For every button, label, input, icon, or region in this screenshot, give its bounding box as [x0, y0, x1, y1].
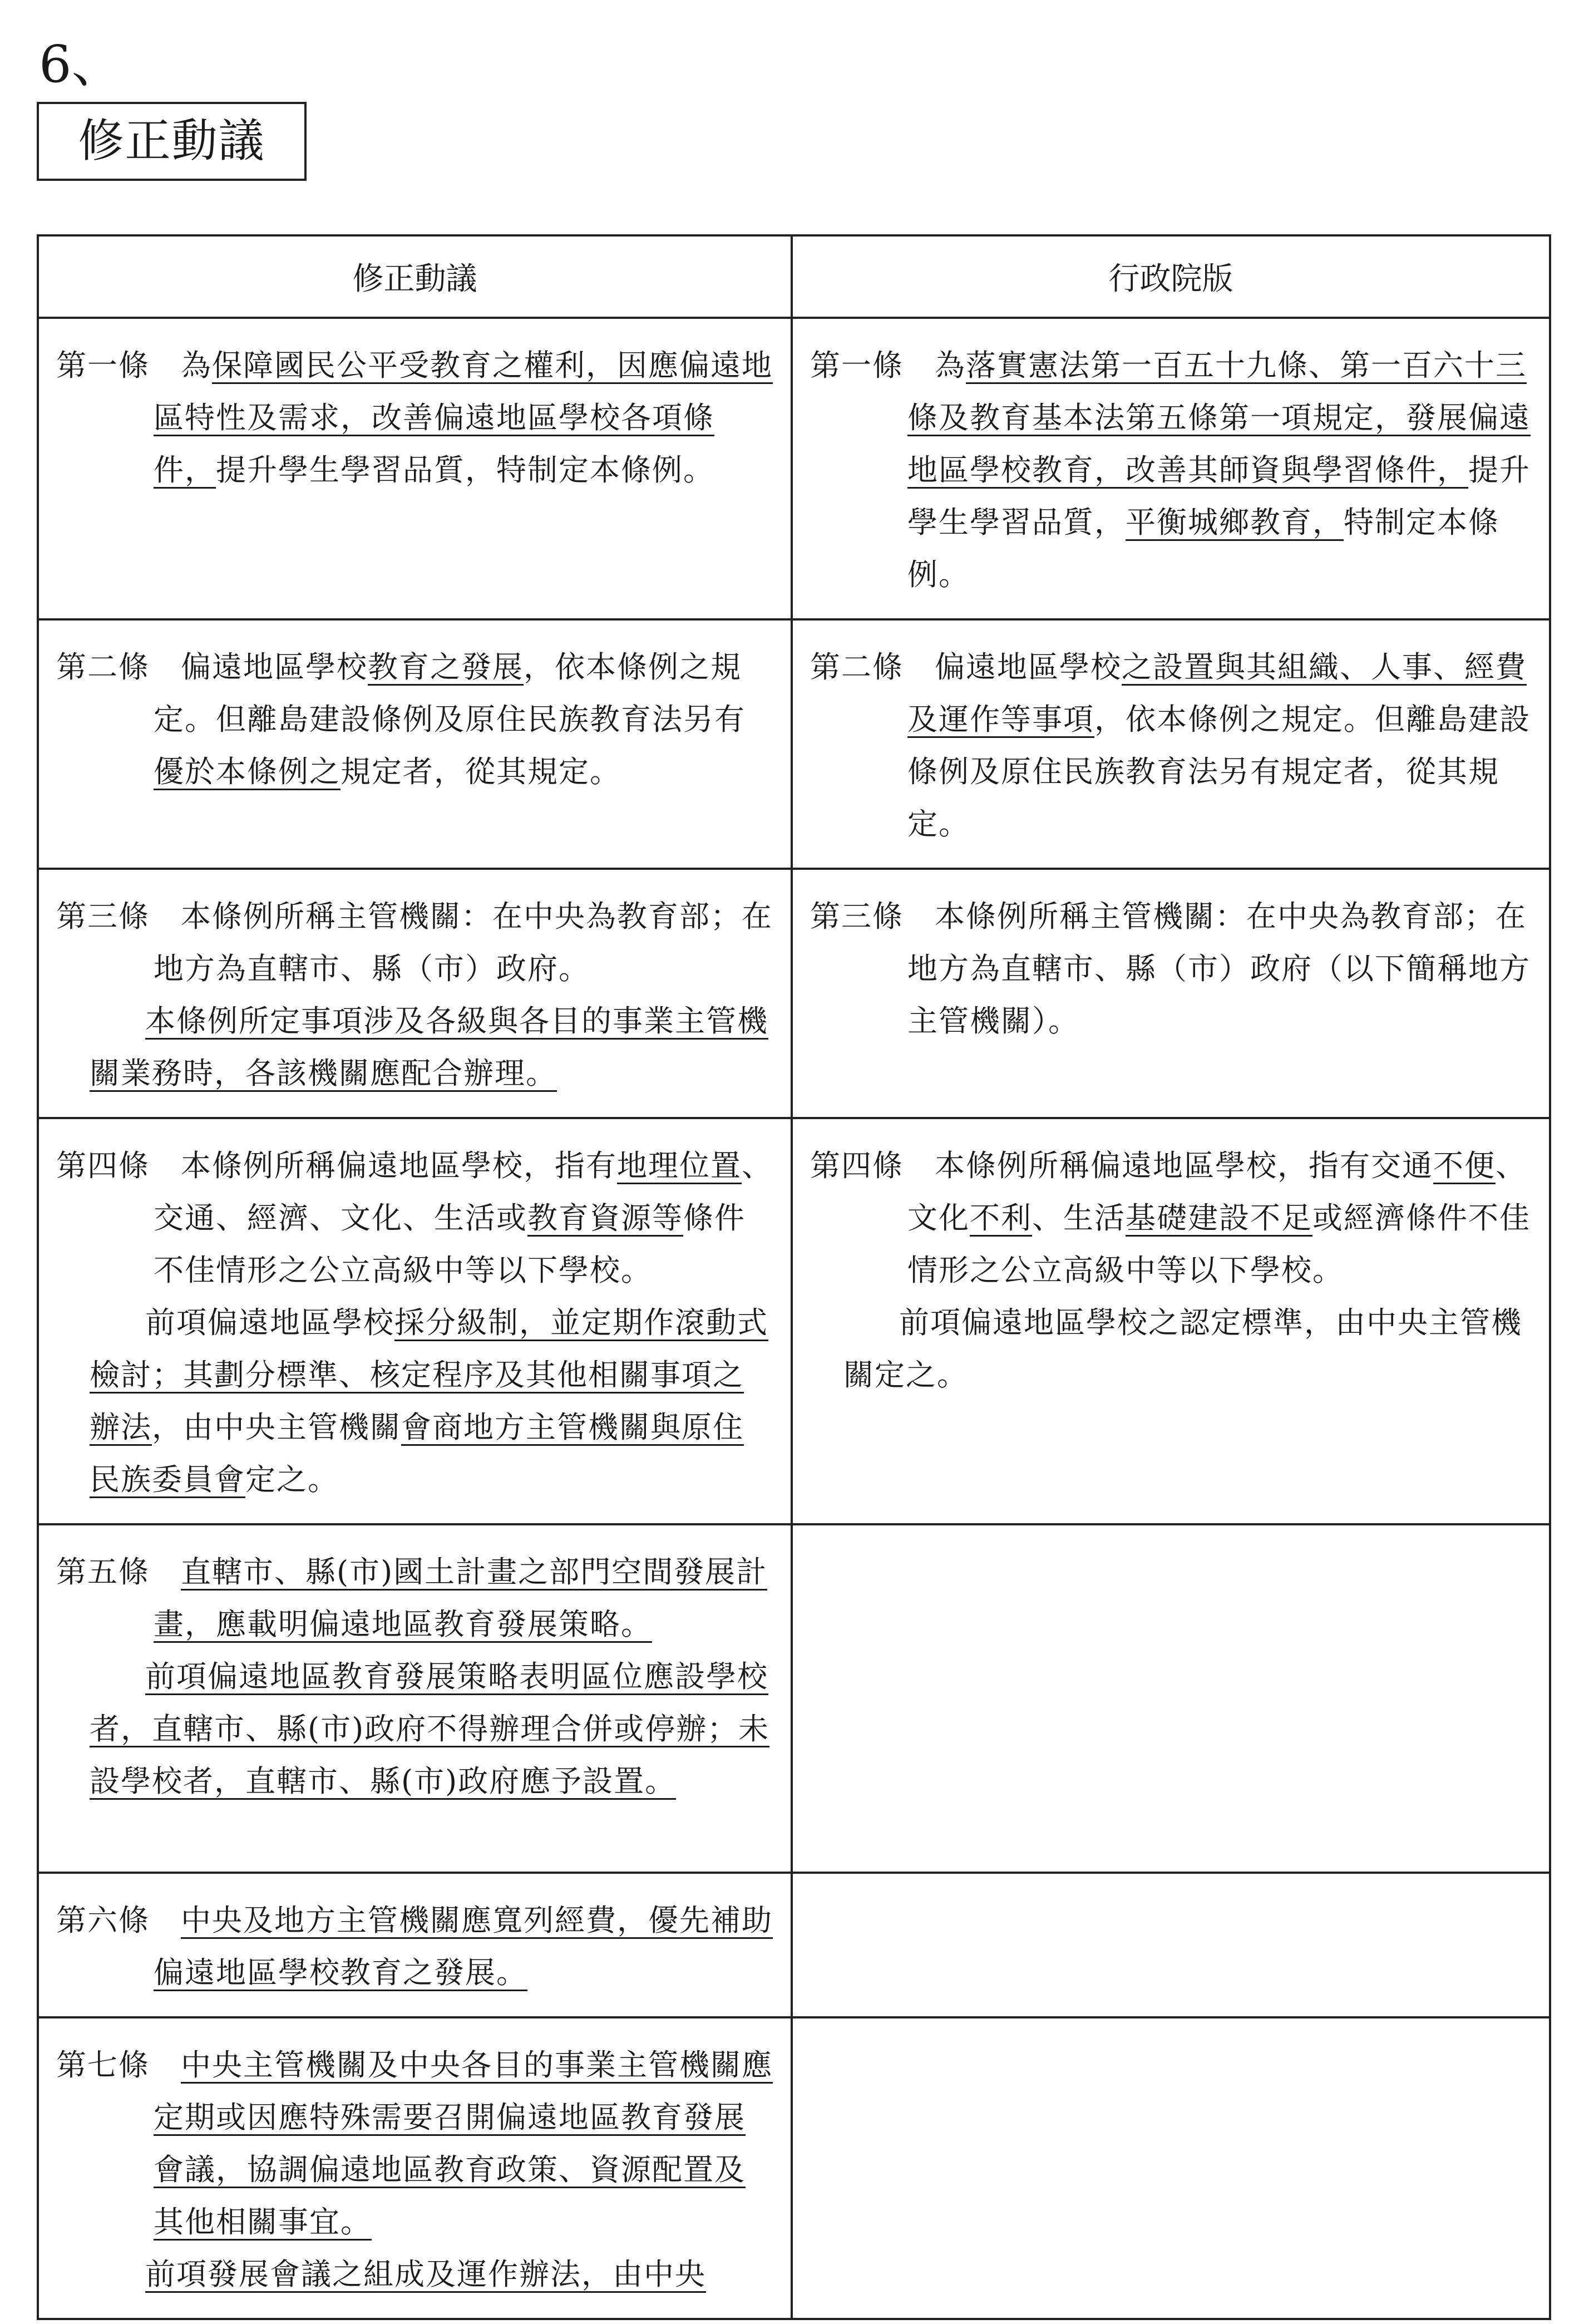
table-row — [38, 1118, 1550, 1524]
clause-text: 提升學生學習品質， — [907, 452, 1531, 540]
clause-paragraph — [810, 339, 1533, 601]
clause-paragraph — [56, 1651, 774, 1808]
underlined-text: 不便 — [1433, 1148, 1496, 1183]
clause-paragraph — [56, 2039, 774, 2248]
executive-cell — [792, 2017, 1550, 2319]
table-row — [38, 1524, 1550, 1873]
underlined-text: 地理位置 — [617, 1148, 742, 1183]
clause-text: 第四條 本條例所稱偏遠地區學校，指有交通 — [810, 1148, 1433, 1183]
clause-paragraph — [56, 1297, 774, 1506]
clause-text: 、文化 — [907, 1148, 1527, 1235]
clause-text: 、交通、經濟、文化、生活或 — [154, 1148, 773, 1235]
clause-text: 第四條 本條例所稱偏遠地區學校，指有 — [56, 1148, 617, 1183]
clause-text: 第六條 — [56, 1903, 181, 1938]
underlined-text: 直轄市、縣(市)國土計畫之部門空間發展計畫，應載明偏遠地區教育發展策略。 — [154, 1554, 768, 1642]
clause-paragraph — [810, 890, 1533, 1047]
clause-text: 前項偏遠地區學校之認定標準，由中央主管機關定之。 — [843, 1305, 1522, 1392]
underlined-text: 落實憲法第一百五十九條、第一百六十三條及教育基本法第五條第一項規定，發展偏遠地區學校教育，改善其師資與學習條件， — [907, 348, 1531, 488]
executive-cell — [792, 619, 1550, 869]
clause-text: 第二條 偏遠地區學校 — [810, 649, 1122, 685]
clause-text: ，依本條例之規定。但離島建設條例及原住民族教育法另有 — [154, 649, 746, 737]
clause-text: 第五條 — [56, 1554, 181, 1589]
clause-text: 定之。 — [245, 1462, 339, 1497]
amendment-cell — [38, 1524, 792, 1873]
clause-paragraph — [810, 641, 1533, 850]
executive-cell — [792, 318, 1550, 619]
clause-text: 第一條 為 — [810, 348, 966, 383]
clause-paragraph — [56, 1140, 774, 1297]
underlined-text: 教育之發展 — [368, 649, 524, 685]
amendment-cell — [38, 2017, 792, 2319]
header-executive-version: 行政院版 — [792, 235, 1550, 318]
amendment-cell — [38, 318, 792, 619]
clause-text: ，由中央主管機關 — [152, 1410, 401, 1445]
clause-text: 第二條 偏遠地區學校 — [56, 649, 368, 685]
amendment-cell — [38, 1118, 792, 1524]
clause-text: 前項偏遠地區學校 — [145, 1305, 394, 1340]
comparison-table — [37, 234, 1551, 2320]
document-title: 修正動議 — [37, 102, 307, 181]
executive-cell — [792, 1524, 1550, 1873]
clause-paragraph — [56, 2248, 774, 2301]
clause-paragraph — [810, 1140, 1533, 1297]
table-row — [38, 318, 1550, 619]
underlined-text: 教育資源等 — [527, 1200, 683, 1235]
clause-text: 特制定本條例。 — [907, 505, 1499, 592]
table-row — [38, 1873, 1550, 2017]
executive-cell — [792, 1873, 1550, 2017]
underlined-text: 本條例所定事項涉及各級與各目的事業主管機關業務時，各該機關應配合辦理。 — [90, 1003, 768, 1091]
amendment-cell — [38, 869, 792, 1118]
table-header-row — [38, 235, 1550, 318]
underlined-text: 基礎建設不足 — [1126, 1200, 1312, 1235]
clause-text: 提升學生學習品質，特制定本條例。 — [216, 452, 714, 488]
underlined-text: 不利 — [970, 1200, 1032, 1235]
clause-paragraph — [56, 890, 774, 995]
clause-text: 第三條 本條例所稱主管機關：在中央為教育部；在地方為直轄市、縣（市）政府（以下簡稱地方主管機關）。 — [810, 899, 1531, 1038]
clause-text: 規定者，從其規定。 — [340, 754, 621, 789]
executive-cell — [792, 1118, 1550, 1524]
clause-paragraph — [810, 1297, 1533, 1401]
table-row — [38, 869, 1550, 1118]
underlined-text: 保障國民公平受教育之權利，因應偏遠地區特性及需求，改善偏遠地區學校各項條件， — [154, 348, 773, 488]
underlined-text: 平衡城鄉教育， — [1126, 505, 1344, 540]
executive-cell — [792, 869, 1550, 1118]
clause-text: 第三條 本條例所稱主管機關：在中央為教育部；在地方為直轄市、縣（市）政府。 — [56, 899, 773, 986]
amendment-cell — [38, 1873, 792, 2017]
underlined-text: 前項發展會議之組成及運作辦法，由中央 — [145, 2257, 706, 2292]
underlined-text: 中央及地方主管機關應寬列經費，優先補助偏遠地區學校教育之發展。 — [154, 1903, 773, 1990]
table-row — [38, 2017, 1550, 2319]
amendment-cell — [38, 619, 792, 869]
clause-paragraph — [56, 995, 774, 1100]
underlined-text: 採分級制，並定期作滾動式檢討；其劃分標準、核定程序及其他相關事項之辦法 — [90, 1305, 768, 1445]
clause-paragraph — [56, 1546, 774, 1651]
header-amendment: 修正動議 — [38, 235, 792, 318]
table-body — [38, 318, 1550, 2319]
underlined-text: 中央主管機關及中央各目的事業主管機關應定期或因應特殊需要召開偏遠地區教育發展會議，協調偏遠地區教育政策、資源配置及其他相關事宜。 — [154, 2047, 773, 2239]
table-row — [38, 619, 1550, 869]
clause-paragraph — [56, 641, 774, 798]
clause-text: 條件不佳情形之公立高級中等以下學校。 — [154, 1200, 746, 1288]
clause-paragraph — [56, 339, 774, 496]
clause-text: 或經濟條件不佳情形之公立高級中等以下學校。 — [907, 1200, 1531, 1288]
underlined-text: 之設置與其組織、人事、經費及運作等事項 — [907, 649, 1527, 737]
underlined-text: 會商地方主管機關與原住民族委員會 — [90, 1410, 744, 1497]
clause-text: ，依本條例之規定。但離島建設條例及原住民族教育法另有規定者，從其規定。 — [907, 702, 1531, 841]
clause-text: 第一條 為 — [56, 348, 212, 383]
underlined-text: 前項偏遠地區教育發展策略表明區位應設學校者，直轄市、縣(市)政府不得辦理合併或停辦；未設學校者，直轄市、縣(市)政府應予設置。 — [90, 1659, 770, 1799]
clause-paragraph — [56, 1894, 774, 1999]
clause-text: 第七條 — [56, 2047, 181, 2082]
clause-text: 、生活 — [1032, 1200, 1126, 1235]
page-number: 6、 — [39, 35, 123, 94]
underlined-text: 優於本條例之 — [154, 754, 340, 789]
